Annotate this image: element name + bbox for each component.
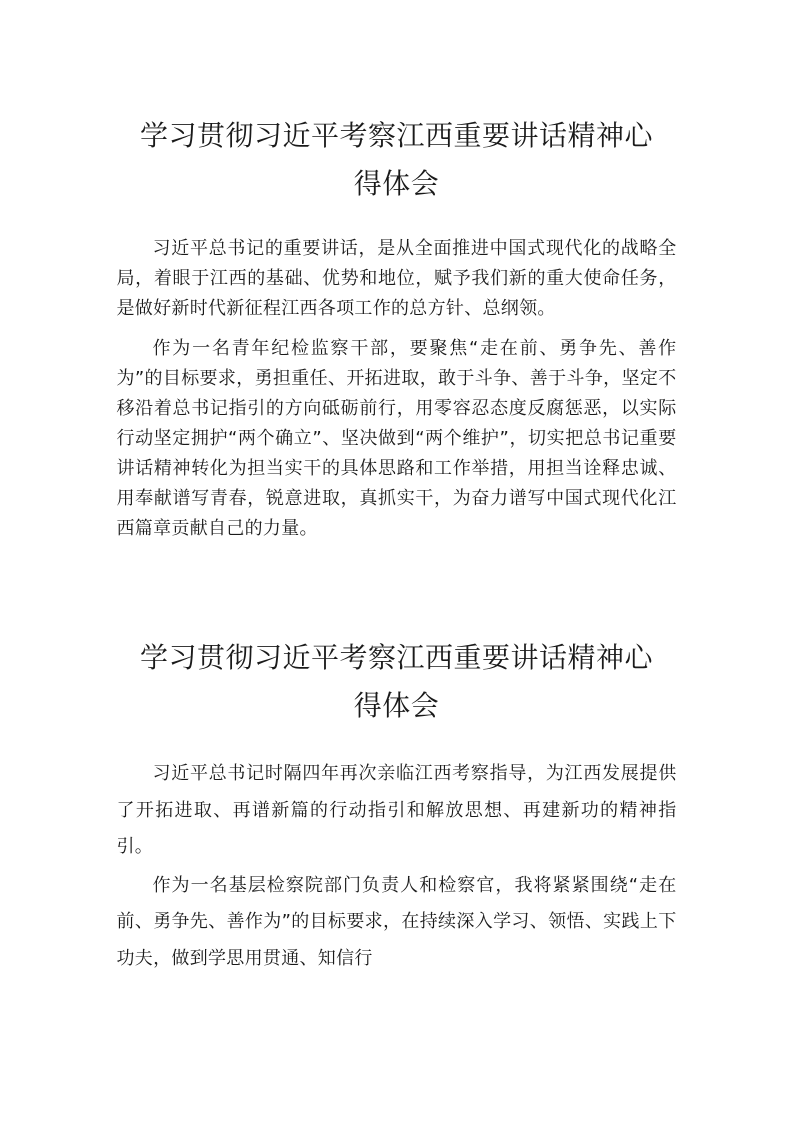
article-2-title-line-1: 学习贯彻习近平考察江西重要讲话精神心: [139, 641, 653, 674]
article-2: [0, 634, 793, 979]
article-2-body: [117, 756, 677, 977]
article-2-paragraph-2: 作为一名基层检察院部门负责人和检察官，我将紧紧围绕“走在前、勇争先、善作为”的目标要求，在持续深入学习、领悟、实践上下功夫，做到学思用贯通、知信行: [116, 874, 677, 969]
article-2-title-line-2: 得体会: [353, 689, 440, 722]
article-1: [0, 112, 793, 554]
article-1-title-line-2: 得体会: [353, 167, 440, 200]
article-1-title-line-1: 学习贯彻习近平考察江西重要讲话精神心: [139, 119, 653, 152]
article-1-body: [117, 234, 677, 544]
article-1-paragraph-2: 作为一名青年纪检监察干部，要聚焦“走在前、勇争先、善作为”的目标要求，勇担重任、开拓进取，敢于斗争、善于斗争，坚定不移沿着总书记指引的方向砥砺前行，用零容忍态度反腐惩恶，以实际行动坚定拥护“两个确立”、坚决做到“两个维护”，切实把总书记重要讲话精神转化为担当实干的具体思路和工作举措，用担当诠释忠诚、用奉献谱写青春，锐意进取，真抓实干，为奋力谱写中国式现代化江西篇章贡献自己的力量。: [116, 338, 677, 539]
article-2-title: [117, 634, 677, 730]
article-1-title: [117, 112, 677, 208]
article-2-paragraph-1: 习近平总书记时隔四年再次亲临江西考察指导，为江西发展提供了开拓进取、再谱新篇的行动指引和解放思想、再建新功的精神指引。: [116, 763, 677, 857]
article-1-paragraph-1: 习近平总书记的重要讲话，是从全面推进中国式现代化的战略全局，着眼于江西的基础、优势和地位，赋予我们新的重大使命任务，是做好新时代新征程江西各项工作的总方针、总纲领。: [116, 238, 677, 319]
